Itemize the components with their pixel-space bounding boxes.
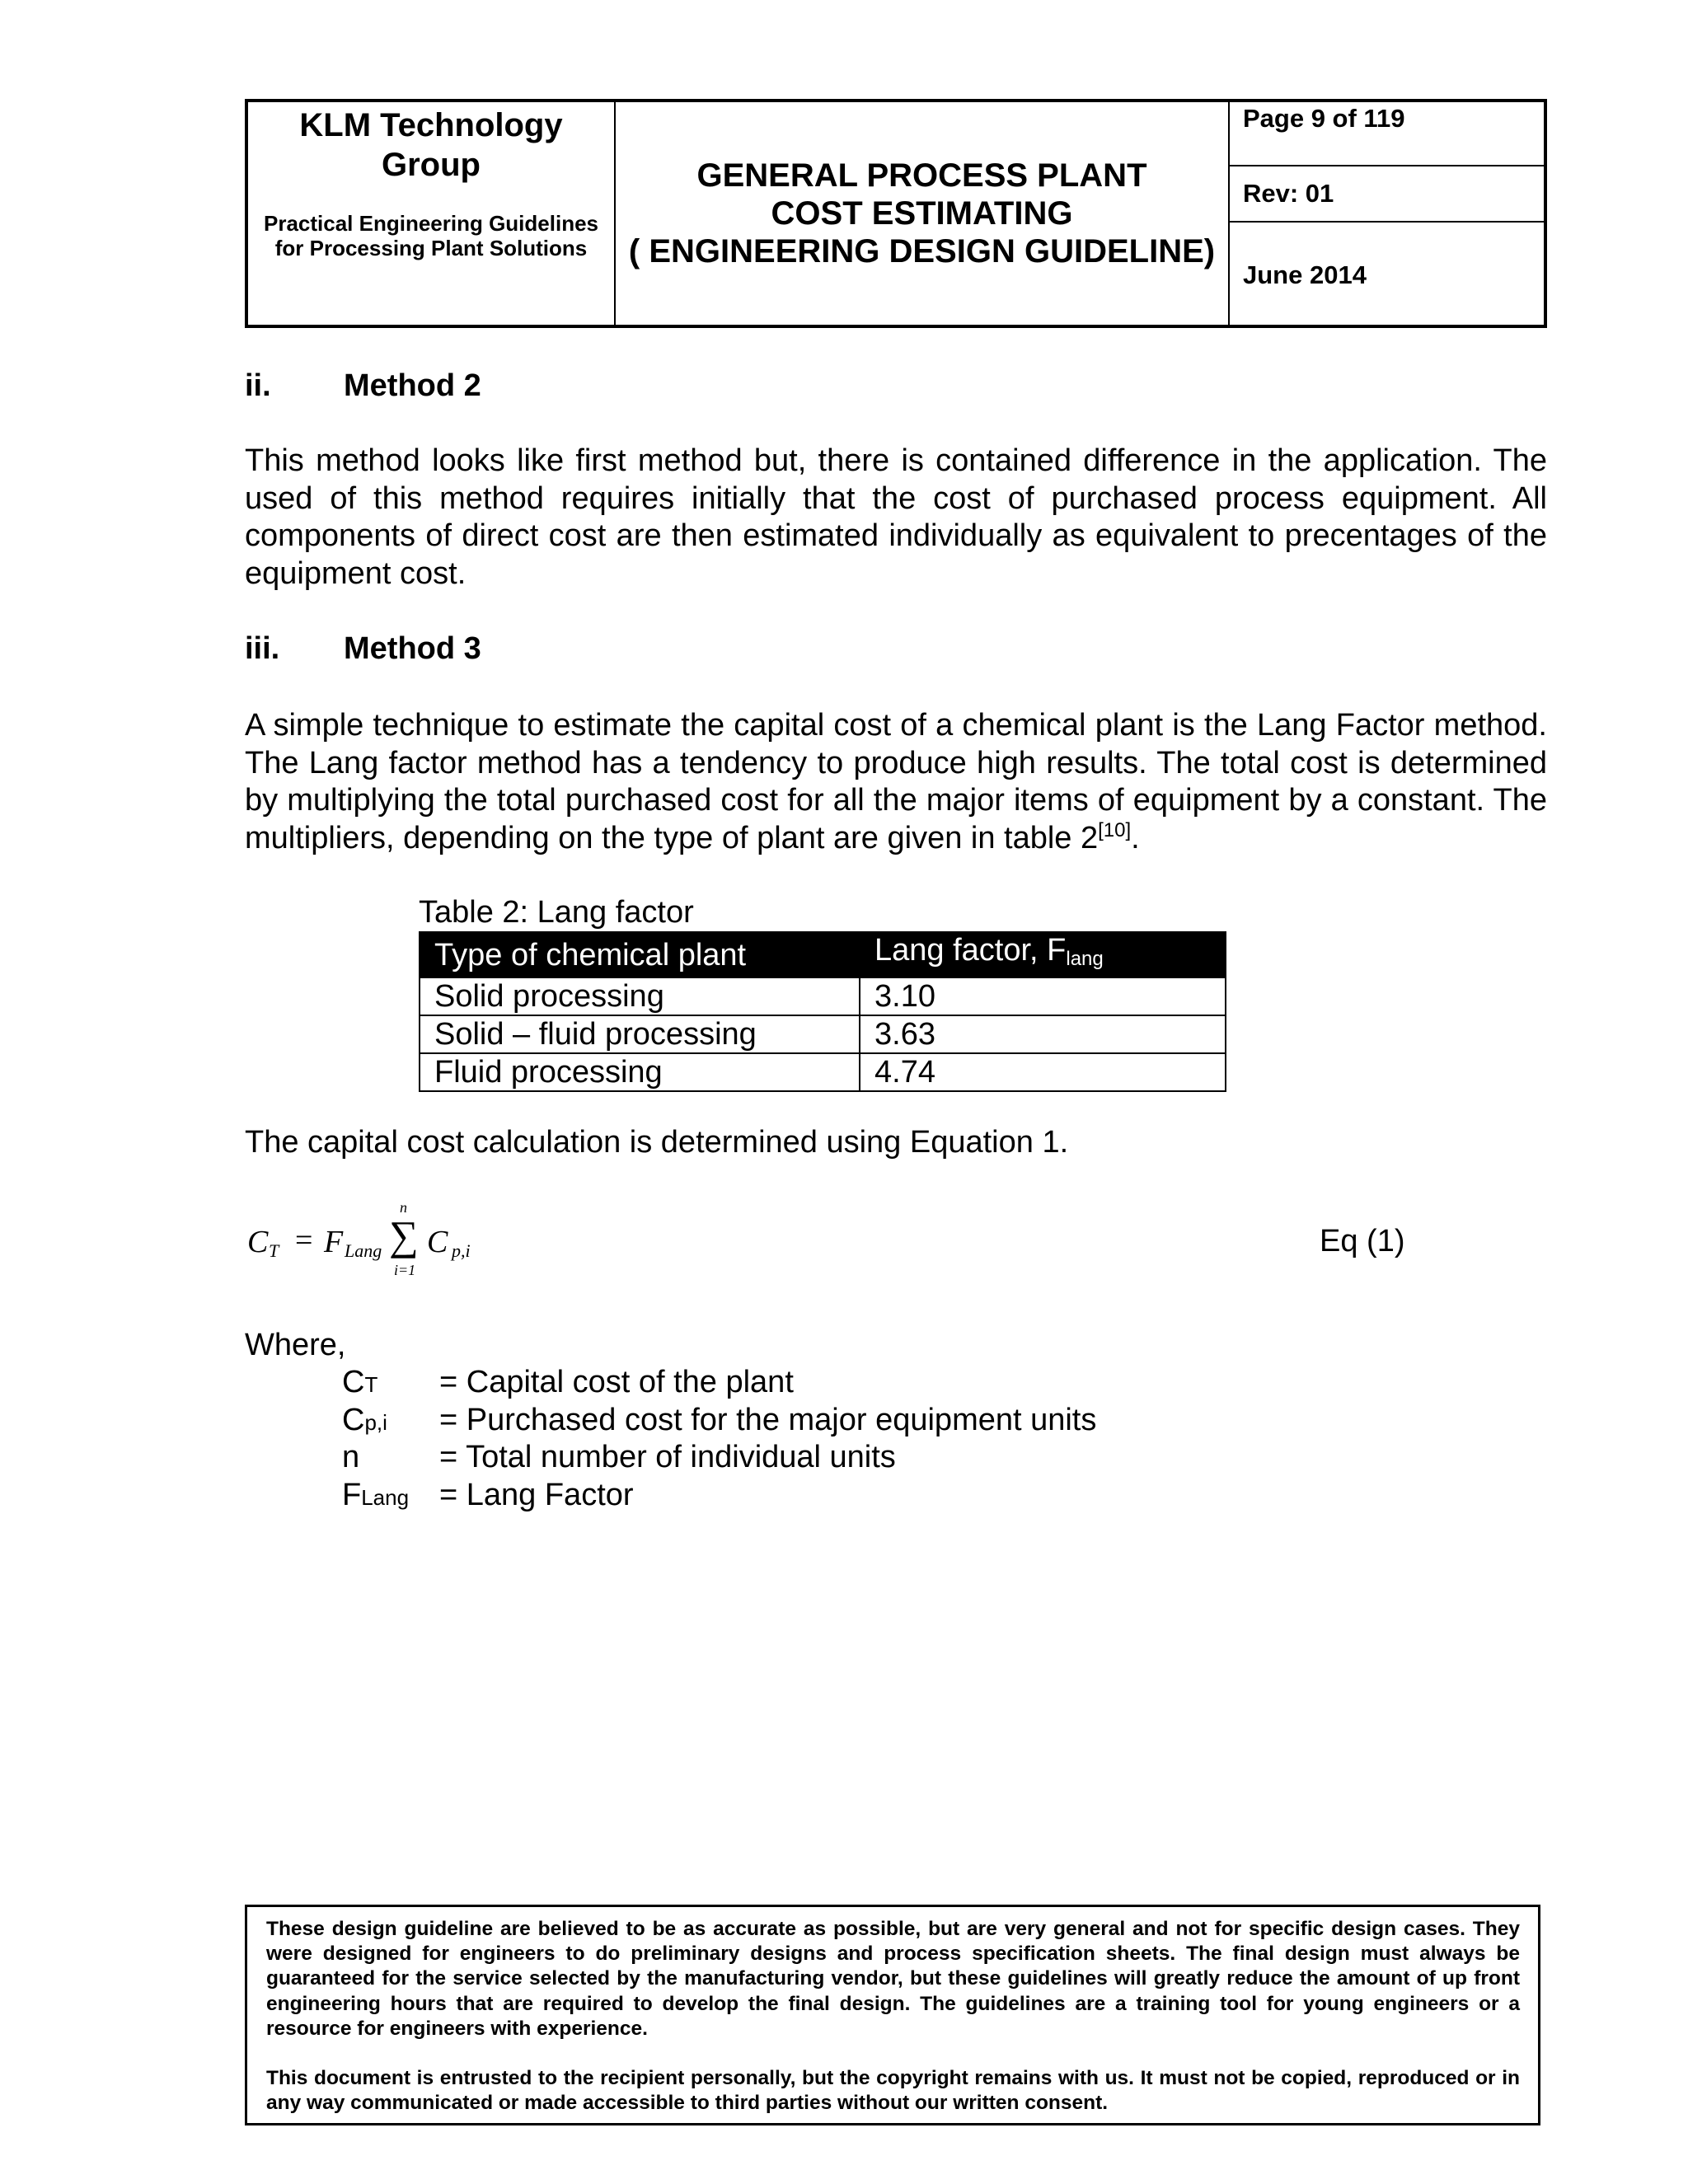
table-cell-type: Solid – fluid processing [420,1015,860,1053]
disclaimer-paragraph-1: These design guideline are believed to be as accurate as possible, but are very general and not for specific design cases. They were designed for engineers to do preliminary designs and process specification sheets. The final design must always be guaranteed for the service selected by the manufacturing vendor, but these guidelines will greatly reduce the amount of up front engineering hours that are required to develop the final design. The guidelines are a training tool for young engineers or a resource for engineers with experience. [266,1918,1520,2040]
method3-number: iii. [245,631,280,666]
method3-title: Method 3 [344,631,481,666]
eq-term: C [427,1225,448,1259]
revision: Rev: 01 [1230,166,1544,223]
eq-factor: F [324,1225,344,1259]
method2-title: Method 2 [344,368,481,403]
header-title-cell [616,102,1230,325]
table-row [420,1015,1226,1053]
sigma-icon: ∑ [389,1212,419,1258]
where-symbol [342,1402,387,1442]
disclaimer-paragraph-2: This document is entrusted to the recipient personally, but the copyright remains with us. It must not be copied, reproduced or in any way communicated or made accessible to third parties without our written consent. [266,2067,1520,2115]
symbol-main: C [342,1365,365,1399]
table-header-factor [860,932,1226,977]
eq-term-sub: p,i [452,1240,471,1261]
method3-paragraph [245,707,1547,857]
header-company-cell [248,102,616,325]
symbol-main: F [342,1477,362,1512]
method2-number: ii. [245,368,271,403]
company-tagline: Practical Engineering Guidelines for Processing Plant Solutions [263,211,598,260]
table-cell-factor: 4.74 [860,1053,1226,1091]
where-item [342,1364,1331,1402]
table-caption: Table 2: Lang factor [419,895,694,930]
where-label: Where, [245,1328,346,1362]
equation [247,1199,511,1290]
eq-equals: = [295,1223,313,1258]
disclaimer-box [245,1905,1540,2125]
title-line-1: GENERAL PROCESS PLANT [696,157,1147,194]
equation-number: Eq (1) [1320,1224,1405,1258]
symbol-sub: Lang [361,1484,410,1510]
table-cell-type: Fluid processing [420,1053,860,1091]
where-item [342,1402,1331,1440]
symbol-sub: T [364,1372,378,1397]
header-meta-cell [1230,102,1544,325]
where-symbol [342,1477,409,1517]
where-symbol [342,1364,377,1404]
eq-lhs: C [247,1225,269,1259]
table-header-factor-sub: lang [1066,948,1104,970]
table-row [420,977,1226,1015]
page-number: Page 9 of 119 [1230,102,1544,166]
where-definition: = Lang Factor [439,1477,634,1512]
eq-sum-lower: i=1 [394,1262,416,1278]
table-header-row [420,932,1226,977]
eq-factor-sub: Lang [345,1240,382,1261]
table-row [420,1053,1226,1091]
symbol-sub: p,i [364,1409,387,1435]
method2-paragraph: This method looks like first method but, there is contained difference in the application. The used of this method requires initially that the cost of purchased process equipment. All components of direct cost are then estimated individually as equivalent to precentages of the equipment cost. [245,443,1547,591]
method3-heading [245,630,739,668]
method3-text: A simple technique to estimate the capital cost of a chemical plant is the Lang Factor method. The Lang factor method has a tendency to produce high results. The total cost is determined by multiplying the total purchased cost for all the major items of equipment by a constant. The multipliers, depending on the type of plant are given in table 2 [245,708,1547,855]
lang-factor-table [419,931,1226,1092]
where-item [342,1477,1331,1515]
where-definition: = Capital cost of the plant [439,1365,794,1399]
table-cell-type: Solid processing [420,977,860,1015]
title-line-2: COST ESTIMATING [771,195,1073,232]
method2-heading [245,368,739,405]
issue-date: June 2014 [1243,260,1367,289]
eq-sum-upper: n [400,1199,407,1216]
where-definition: = Total number of individual units [439,1440,896,1474]
method3-end: . [1131,820,1140,855]
symbol-main: n [342,1440,360,1474]
company-name: KLM Technology Group [299,107,563,183]
where-item [342,1439,1331,1477]
equation-intro: The capital cost calculation is determined using Equation 1. [245,1125,1069,1160]
reference-marker: [10] [1098,818,1132,841]
where-list [342,1364,1331,1521]
document-title [616,157,1228,270]
eq-lhs-sub: T [269,1240,279,1261]
where-definition: = Purchased cost for the major equipment units [439,1402,1097,1437]
title-line-3: ( ENGINEERING DESIGN GUIDELINE) [628,233,1216,269]
symbol-main: C [342,1402,365,1437]
where-symbol [342,1439,359,1479]
table-cell-factor: 3.63 [860,1015,1226,1053]
document-header [245,99,1547,328]
table-header-factor-main: Lang factor, F [874,933,1067,968]
table-header-type: Type of chemical plant [420,932,860,977]
table-cell-factor: 3.10 [860,977,1226,1015]
